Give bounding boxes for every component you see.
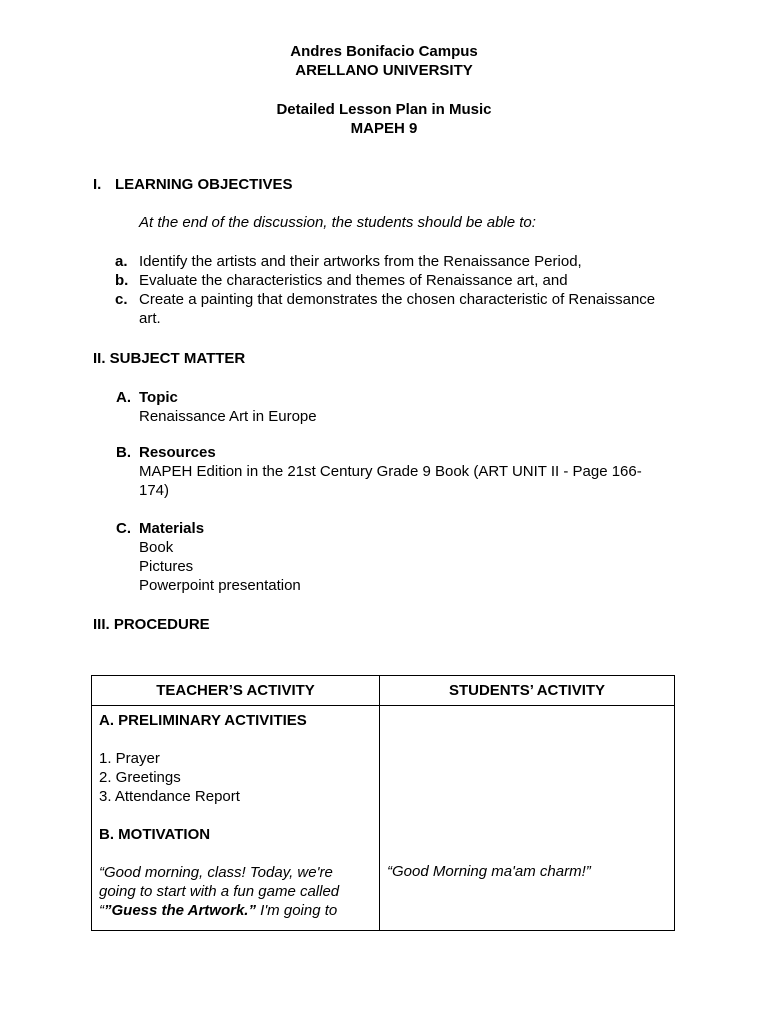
objectives-list: [115, 252, 675, 328]
list-marker: c.: [115, 291, 128, 308]
list-item: [115, 290, 675, 328]
list-marker: b.: [115, 272, 129, 289]
university-name: ARELLANO UNIVERSITY: [295, 62, 473, 79]
resource-line: MAPEH Edition in the 21st Century Grade 9 Book (ART UNIT II - Page 166-: [139, 463, 642, 480]
plan-title: Detailed Lesson Plan in Music: [276, 101, 492, 118]
teacher-activity-cell: [92, 706, 380, 930]
objective-text: Evaluate the characteristics and themes of Renaissance art, and: [139, 272, 568, 289]
list-item: 1. Prayer: [99, 750, 160, 767]
teacher-script-line: “Good morning, class! Today, we're: [99, 864, 333, 881]
material-item: Book: [139, 539, 174, 556]
objective-text: Create a painting that demonstrates the chosen characteristic of Renaissance art.: [139, 291, 656, 327]
school-header: [0, 42, 768, 80]
procedure-table: [91, 675, 675, 931]
list-item: [115, 271, 675, 290]
subject-resources: [116, 443, 676, 500]
section-procedure: III. PROCEDURE: [93, 616, 210, 633]
section-number: I.: [93, 176, 102, 193]
objective-text: Identify the artists and their artworks from the Renaissance Period,: [139, 253, 582, 270]
subsection-label: Topic: [139, 389, 178, 406]
game-name: ”Guess the Artwork.”: [104, 902, 256, 919]
table-header-row: [92, 676, 674, 706]
subsection-marker: B.: [116, 444, 131, 461]
section-learning-objectives: [93, 175, 293, 194]
material-item: Pictures: [139, 558, 194, 575]
list-marker: a.: [115, 253, 128, 270]
topic-text: Renaissance Art in Europe: [139, 408, 317, 425]
plan-subject: MAPEH 9: [350, 120, 418, 137]
list-item: 2. Greetings: [99, 769, 181, 786]
table-row: [92, 706, 674, 930]
campus-name: Andres Bonifacio Campus: [290, 43, 478, 60]
student-reply: “Good Morning ma'am charm!”: [387, 863, 591, 880]
subject-materials: [116, 519, 676, 595]
subsection-marker: C.: [116, 520, 131, 537]
subsection-label: Resources: [139, 444, 216, 461]
subject-topic: [116, 388, 676, 426]
preliminary-title: A. PRELIMINARY ACTIVITIES: [99, 712, 307, 729]
resource-line: 174): [139, 482, 170, 499]
teacher-activity-header: TEACHER’S ACTIVITY: [92, 676, 380, 705]
subsection-label: Materials: [139, 520, 205, 537]
list-item: 3. Attendance Report: [99, 788, 240, 805]
teacher-script-line: [99, 901, 373, 920]
objectives-intro: At the end of the discussion, the students should be able to:: [139, 214, 536, 231]
section-title-text: LEARNING OBJECTIVES: [115, 176, 293, 193]
subsection-marker: A.: [116, 389, 131, 406]
list-item: [115, 252, 675, 271]
quote-mark: “: [99, 902, 104, 919]
plan-header: [0, 100, 768, 138]
students-activity-cell: [380, 706, 674, 930]
material-item: Powerpoint presentation: [139, 577, 301, 594]
students-activity-header: STUDENTS’ ACTIVITY: [448, 682, 606, 699]
teacher-script-tail: I'm going to: [255, 902, 338, 919]
section-subject-matter: II. SUBJECT MATTER: [93, 350, 246, 367]
motivation-title: B. MOTIVATION: [99, 826, 211, 843]
teacher-script-line: going to start with a fun game called: [99, 883, 340, 900]
